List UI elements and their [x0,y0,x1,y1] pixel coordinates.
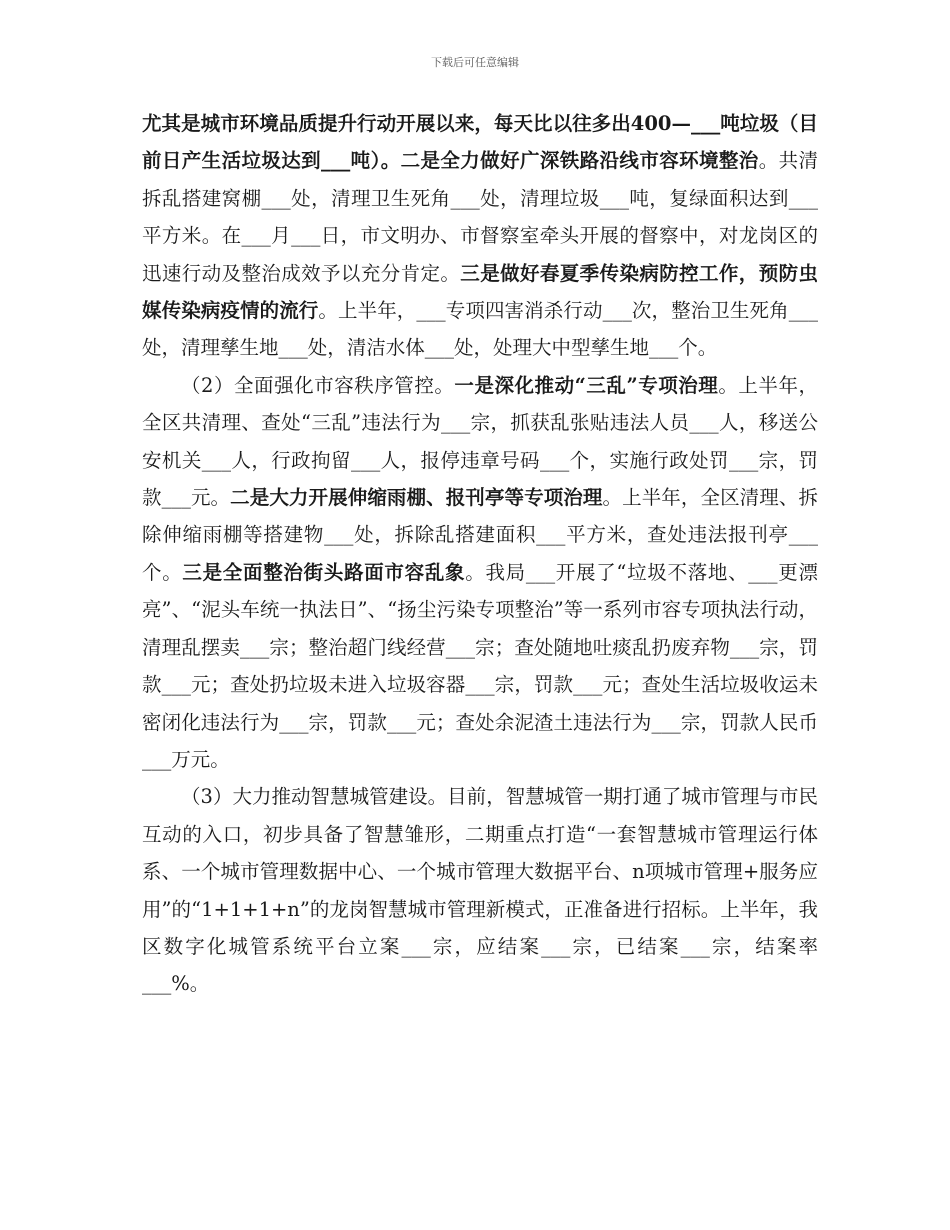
paragraph-2-run-3: 。上半年，全区共清理、查处“三乱”违法行为___宗，抓获乱张贴违法人员___人，移送公安机关___人，行政拘留___人，报停违章号码___个，实施行政处罚___宗，罚款___元。 [142,373,818,510]
paragraph-1 [142,105,818,367]
paragraph-2-run-5: 。上半年，全区清理、拆除伸缩雨棚等搭建物___处，拆除乱搭建面积___平方米，查处违法报刊亭___个。 [142,486,818,584]
paragraph-3 [142,778,818,1002]
page-header: 下载后可任意编辑 [431,56,519,69]
document-body [142,105,818,1003]
paragraph-2-run-6: 三是全面整治街头路面市容乱象 [182,560,466,584]
paragraph-2-run-4: 二是大力开展伸缩雨棚、报刊亭等专项治理 [230,486,603,510]
paragraph-1-run-1: 尤其是城市环境品质提升行动开展以来，每天比以往多出400—___吨垃圾（目前日产生活垃圾达到___吨）。二是全力做好广深铁路沿线市容环境整治 [142,112,818,173]
paragraph-1-run-2: 。共清拆乱搭建窝棚___处，清理卫生死角___处，清理垃圾___吨，复绿面积达到___平方米。在___月___日，市文明办、市督察室牵头开展的督察中，对龙岗区的迅速行动及整治成效予以充分肯定。 [142,149,818,285]
paragraph-2-run-7: 。我局___开展了“垃圾不落地、___更漂亮”、“泥头车统一执法日”、“扬尘污染专项整治”等一系列市容专项执法行动，清理乱摆卖___宗；整治超门线经营___宗；查处随地吐痰乱扔废弃物___宗，罚款___元；查处扔垃圾未进入垃圾容器___宗，罚款___元；查处生活垃圾收运未密闭化违法行为___宗，罚款___元；查处余泥渣土违法行为___宗，罚款人民币___万元。 [142,560,818,771]
paragraph-2 [142,367,818,778]
paragraph-3-run-1: （3）大力推动智慧城管建设。目前，智慧城管一期打通了城市管理与市民互动的入口，初步具备了智慧雏形，二期重点打造“一套智慧城市管理运行体系、一个城市管理数据中心、一个城市管理大数据平台、n项城市管理+服务应用”的“1+1+1+n”的龙岗智慧城市管理新模式，正准备进行招标。上半年，我区数字化城管系统平台立案___宗，应结案___宗，已结案___宗，结案率___%。 [142,785,818,996]
paragraph-2-run-2: 一是深化推动“三乱”专项治理 [454,373,719,397]
paragraph-1-run-4: 。上半年，___专项四害消杀行动___次，整治卫生死角___处，清理孳生地___处，清洁水体___处，处理大中型孳生地___个。 [142,299,818,360]
paragraph-2-run-1: （2）全面强化市容秩序管控。 [181,373,455,397]
paragraph-1-run-3: 三是做好春夏季传染病防控工作，预防虫媒传染病疫情的流行 [142,261,818,323]
